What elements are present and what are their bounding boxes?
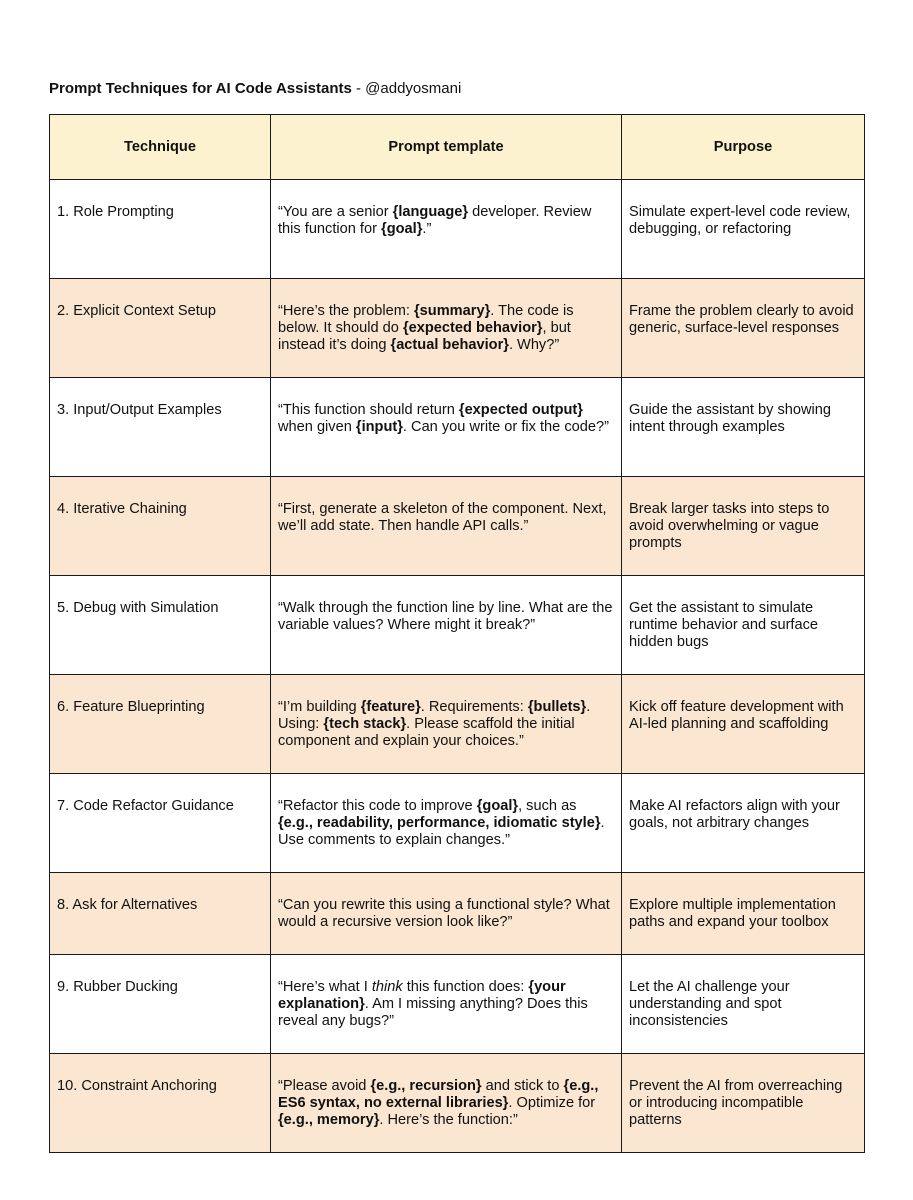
prompt-segment: , such as	[518, 798, 577, 814]
document-title	[49, 80, 461, 98]
prompt-segment: , but instead it’s doing	[278, 320, 571, 353]
purpose-cell	[622, 774, 865, 873]
prompt-segment: .”	[422, 221, 432, 237]
prompt-segment: “Please avoid	[278, 1078, 371, 1094]
technique-name: 4. Iterative Chaining	[57, 501, 187, 517]
prompt-template-cell	[271, 279, 622, 378]
prompt-placeholder: {goal}	[381, 221, 423, 237]
purpose-text: Kick off feature development with AI-led planning and scaffolding	[629, 699, 844, 732]
technique-name: 7. Code Refactor Guidance	[57, 798, 234, 814]
table-row	[50, 1054, 865, 1153]
purpose-text: Break larger tasks into steps to avoid overwhelming or vague prompts	[629, 501, 830, 551]
table-row	[50, 576, 865, 675]
prompt-template-text	[278, 402, 614, 436]
prompt-template-text	[278, 1078, 614, 1129]
prompt-segment: . Here’s the function:”	[379, 1112, 518, 1128]
prompt-template-cell	[271, 576, 622, 675]
technique-name: 6. Feature Blueprinting	[57, 699, 205, 715]
technique-cell	[50, 180, 271, 279]
prompt-template-text	[278, 303, 614, 354]
purpose-cell	[622, 873, 865, 955]
technique-name: 5. Debug with Simulation	[57, 600, 219, 616]
techniques-table	[49, 114, 865, 1153]
prompt-template-text	[278, 897, 614, 931]
prompt-template-cell	[271, 378, 622, 477]
prompt-template-cell	[271, 675, 622, 774]
purpose-text: Get the assistant to simulate runtime behavior and surface hidden bugs	[629, 600, 819, 650]
table-row	[50, 873, 865, 955]
prompt-template-text	[278, 600, 614, 634]
prompt-placeholder: {e.g., recursion}	[370, 1078, 482, 1094]
prompt-placeholder: {bullets}	[527, 699, 587, 715]
prompt-segment: and stick to	[481, 1078, 564, 1094]
prompt-template-cell	[271, 873, 622, 955]
prompt-placeholder: {goal}	[476, 798, 519, 814]
header-purpose: Purpose	[622, 115, 865, 180]
table-header	[50, 115, 865, 180]
prompt-placeholder: {e.g., memory}	[278, 1112, 380, 1128]
technique-name: 1. Role Prompting	[57, 204, 174, 220]
prompt-template-cell	[271, 1054, 622, 1153]
purpose-text: Simulate expert-level code review, debugging, or refactoring	[629, 204, 851, 237]
prompt-segment: . Am I missing anything? Does this reveal any bugs?”	[278, 996, 588, 1029]
prompt-segment: “Refactor this code to improve	[278, 798, 477, 814]
purpose-text: Guide the assistant by showing intent through examples	[629, 402, 831, 435]
technique-cell	[50, 576, 271, 675]
prompt-template-text	[278, 979, 614, 1030]
prompt-segment: . Why?”	[508, 337, 560, 353]
technique-name: 8. Ask for Alternatives	[57, 897, 198, 913]
technique-cell	[50, 955, 271, 1054]
prompt-template-text	[278, 798, 614, 849]
purpose-cell	[622, 477, 865, 576]
technique-cell	[50, 378, 271, 477]
technique-cell	[50, 873, 271, 955]
prompt-placeholder: {expected behavior}	[402, 320, 543, 336]
purpose-text: Frame the problem clearly to avoid generic, surface-level responses	[629, 303, 854, 336]
technique-cell	[50, 279, 271, 378]
purpose-cell	[622, 955, 865, 1054]
prompt-segment: . Can you write or fix the code?”	[402, 419, 609, 435]
header-prompt-template: Prompt template	[271, 115, 622, 180]
purpose-cell	[622, 1054, 865, 1153]
purpose-cell	[622, 180, 865, 279]
table-row	[50, 180, 865, 279]
prompt-placeholder: {actual behavior}	[390, 337, 509, 353]
purpose-text: Make AI refactors align with your goals, not arbitrary changes	[629, 798, 840, 831]
technique-name: 9. Rubber Ducking	[57, 979, 178, 995]
prompt-placeholder: {your explanation}	[278, 979, 566, 1012]
prompt-segment: “Walk through the function line by line. What are the variable values? Where might it break?”	[278, 600, 613, 633]
prompt-segment: “Here’s what I	[278, 979, 372, 995]
title-separator: -	[351, 80, 366, 97]
prompt-segment: . Use comments to explain changes.”	[278, 815, 605, 848]
prompt-template-cell	[271, 180, 622, 279]
purpose-cell	[622, 279, 865, 378]
prompt-template-text	[278, 699, 614, 750]
prompt-placeholder: {summary}	[414, 303, 491, 319]
header-technique: Technique	[50, 115, 271, 180]
prompt-emphasis: think	[371, 979, 403, 995]
table-row	[50, 774, 865, 873]
prompt-template-text	[278, 204, 614, 238]
prompt-template-cell	[271, 955, 622, 1054]
technique-cell	[50, 675, 271, 774]
table-row	[50, 955, 865, 1054]
purpose-cell	[622, 378, 865, 477]
prompt-segment: . Requirements:	[420, 699, 528, 715]
prompt-placeholder: {e.g., ES6 syntax, no external libraries}	[278, 1078, 599, 1111]
prompt-placeholder: {language}	[392, 204, 469, 220]
prompt-placeholder: {expected output}	[458, 402, 583, 418]
table-body	[50, 180, 865, 1153]
document-title-text: Prompt Techniques for AI Code Assistants	[49, 80, 352, 97]
prompt-segment: . Optimize for	[508, 1095, 596, 1111]
technique-name: 2. Explicit Context Setup	[57, 303, 216, 319]
prompt-segment: “Here’s the problem:	[278, 303, 414, 319]
purpose-text: Prevent the AI from overreaching or introducing incompatible patterns	[629, 1078, 843, 1128]
purpose-cell	[622, 576, 865, 675]
prompt-segment: . Please scaffold the initial component and explain your choices.”	[278, 716, 575, 749]
technique-cell	[50, 774, 271, 873]
technique-cell	[50, 477, 271, 576]
prompt-segment: “First, generate a skeleton of the component. Next, we’ll add state. Then handle API calls.”	[278, 501, 607, 534]
prompt-placeholder: {e.g., readability, performance, idiomatic style}	[278, 815, 601, 831]
header-row	[50, 115, 865, 180]
prompt-segment: this function does:	[402, 979, 529, 995]
prompt-placeholder: {input}	[355, 419, 403, 435]
prompt-template-text	[278, 501, 614, 535]
prompt-segment: . Using:	[278, 699, 591, 732]
purpose-cell	[622, 675, 865, 774]
table-row	[50, 378, 865, 477]
prompt-segment: “I’m building	[278, 699, 361, 715]
prompt-segment: . The code is below. It should do	[278, 303, 574, 336]
purpose-text: Let the AI challenge your understanding and spot inconsistencies	[629, 979, 790, 1029]
table-row	[50, 279, 865, 378]
table-row	[50, 477, 865, 576]
technique-name: 10. Constraint Anchoring	[57, 1078, 217, 1094]
table-row	[50, 675, 865, 774]
prompt-placeholder: {feature}	[360, 699, 421, 715]
prompt-segment: “You are a senior	[278, 204, 393, 220]
prompt-segment: when given	[278, 419, 356, 435]
prompt-segment: “Can you rewrite this using a functional style? What would a recursive version look like?”	[278, 897, 610, 930]
technique-cell	[50, 1054, 271, 1153]
prompt-template-cell	[271, 477, 622, 576]
prompt-placeholder: {tech stack}	[323, 716, 407, 732]
prompt-segment: developer. Review this function for	[278, 204, 592, 237]
technique-name: 3. Input/Output Examples	[57, 402, 222, 418]
prompt-template-cell	[271, 774, 622, 873]
purpose-text: Explore multiple implementation paths and expand your toolbox	[629, 897, 836, 930]
prompt-segment: “This function should return	[278, 402, 459, 418]
document-author: @addyosmani	[365, 80, 462, 97]
